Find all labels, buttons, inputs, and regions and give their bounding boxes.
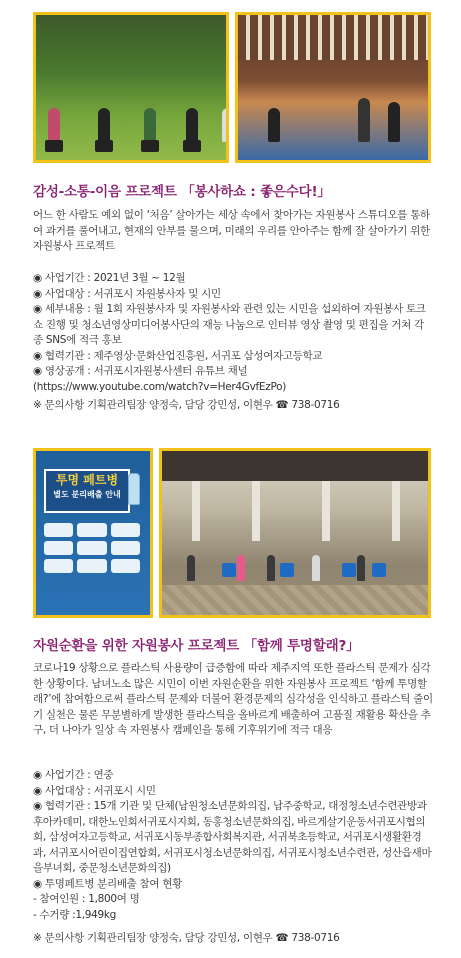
- detail-video: ◉ 영상공개 : 서귀포시자원봉사센터 유튜브 채널: [33, 365, 248, 377]
- section1-title: 감성-소통-이음 프로젝트 「봉사하쇼 : 좋은수다!」: [33, 184, 331, 200]
- detail-period: ◉ 사업기간 : 2021년 3월 ~ 12월: [33, 272, 186, 284]
- section2-title: 자원순환을 위한 자원봉사 프로젝트 「함께 투명할래?」: [33, 638, 360, 654]
- poster-title: 투명 페트병 별도 분리배출 안내: [44, 469, 130, 513]
- section2-photos: [33, 448, 431, 618]
- detail-collected: - 수거량 :1,949kg: [33, 908, 117, 921]
- detail-target: ◉ 사업대상 : 서귀포시 자원봉사자 및 시민: [33, 287, 221, 300]
- youtube-link[interactable]: (https://www.youtube.com/watch?v=Her4GvfEzPo): [33, 380, 287, 393]
- photo-outdoor-talk-show: [33, 12, 229, 163]
- section1-details: [33, 271, 433, 395]
- detail-partners: ◉ 협력기관 : 제주영상·문화산업진흥원, 서귀포 삼성여자고등학교: [33, 349, 323, 362]
- section1-photos: [33, 12, 431, 163]
- section2-contact: ※ 문의사항 기획관리팀장 양정숙, 담당 강민성, 이현우 ☎ 738-0716: [33, 932, 340, 944]
- detail-partners: ◉ 협력기관 : 15개 기관 및 단체(남원청소년문화의집, 남주중학교, 대정청소년수련관방과후아카데미, 대한노인회서귀포시지회, 동홍청소년문화의집, 바르게살기운동서귀포시협의회, 삼성여자고등학교, 서귀포시동부종합사회복지관, 서귀북초등학교, 서귀포시생활환경과, 서귀포시어린이집연합회, 서귀포시청소년문화의집, 서귀포시청소년수련관, 성산읍새마을부녀회, 중문청소년문화의집): [33, 800, 432, 874]
- detail-participants: - 참여인원 : 1,800여 명: [33, 893, 140, 905]
- section2-details: [33, 768, 433, 923]
- detail-participation: ◉ 투명페트병 분리배출 참여 현황: [33, 877, 182, 890]
- detail-content: ◉ 세부내용 : 월 1회 자원봉사자 및 자원봉사와 관련 있는 시민을 섭외하여 자원봉사 토크쇼 진행 및 청소년영상미디어봉사단의 재능 나눔으로 인터뷰 영상 촬영 및 편집을 거쳐 각종 SNS에 적극 홍보: [33, 303, 426, 346]
- photo-pet-bottle-poster: [33, 448, 153, 618]
- section1-contact: ※ 문의사항 기획관리팀장 양정숙, 담당 강민성, 이현우 ☎ 738-0716: [33, 399, 340, 411]
- photo-recycling-event: [159, 448, 431, 618]
- detail-period: ◉ 사업기간 : 연중: [33, 769, 114, 781]
- detail-target: ◉ 사업대상 : 서귀포시 시민: [33, 784, 156, 797]
- section1-intro: 어느 한 사람도 예외 없이 ‘처음’ 살아가는 세상 속에서 찾아가는 자원봉사 스튜디오를 통하여 과거를 풀어내고, 현재의 안부를 물으며, 미래의 우리를 안아주는 함께 잘 살아가기 위한 자원봉사 프로젝트: [33, 209, 430, 252]
- photo-indoor-filming: [235, 12, 431, 163]
- section2-intro: 코로나19 상황으로 플라스틱 사용량이 급증함에 따라 제주지역 또한 플라스틱 문제가 심각한 상황이다. 남녀노소 많은 시민이 이번 자원순환을 위한 자원봉사 프로젝트 ‘함께 투명할래?’에 참여함으로써 플라스틱 문제와 더불어 환경문제의 심각성을 인식하고 플라스틱 줄이기 실천은 물론 무분별하게 발생한 플라스틱을 올바르게 배출하여 고품질 재활용 확산을 추구, 더 나아가 일상 속 자원봉사 캠페인을 통해 기후위기에 적극 대응: [33, 662, 433, 736]
